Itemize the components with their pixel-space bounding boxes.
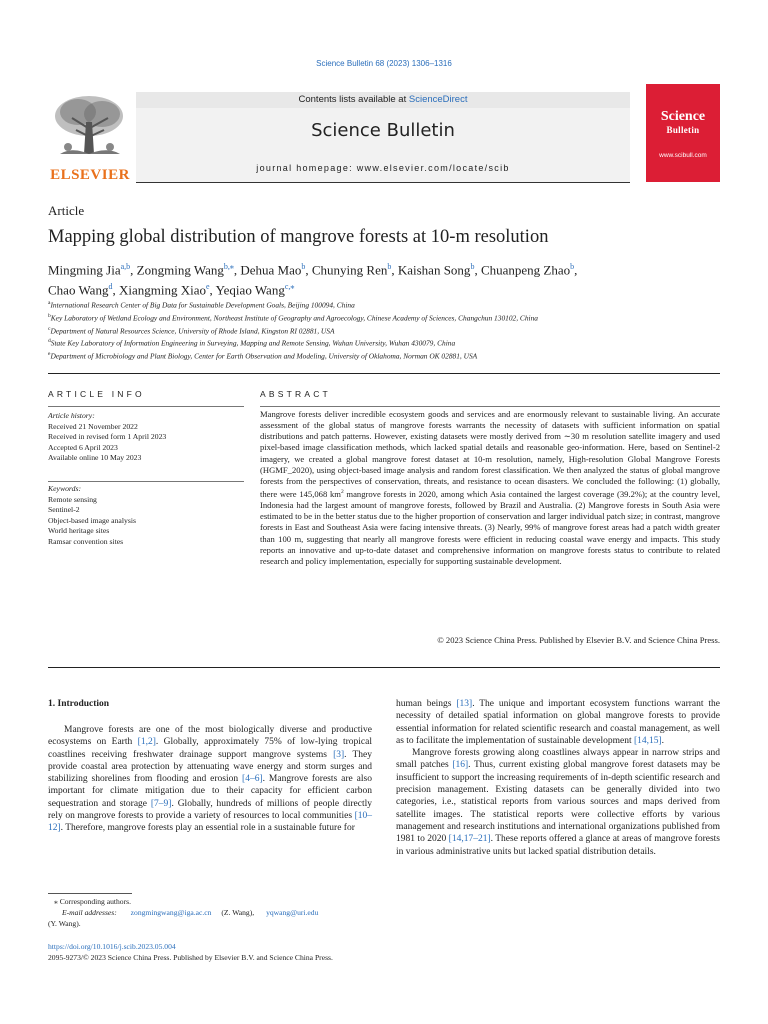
history-date: Received 21 November 2022 [48, 421, 138, 431]
abstract-part-1: Mangrove forests deliver incredible ecosystem goods and services and are enormously relevant to sustainable living. An accurate assessment of the global status of mangrove forests warrants the necessity of datasets with sufficient information on spatial distributions and patch patterns. However, existing datasets were mostly derived from ∼30 m resolution satellite imagery and used pixel-based image classification methods, which lacked spatial details and reasonable geo-information. Here, based on Sentinel-2 imagery, we created a global mangrove forest dataset at 10-m resolution, namely, High-resolution Global Mangrove Forests (HGMF_2020), using object-based image analysis and random forest classification. We then analyzed the status of global mangrove forests from the perspectives of conservation, threats, and resistance to ocean disasters. We concluded the following: (1) globally, there were 145,068 km [260, 409, 720, 499]
header-divider [48, 373, 720, 374]
paragraph-text: . These reports offered a glance at areas of mangrove forests in various administrative units but lacked spatial distribution details. [396, 834, 720, 857]
citation-ref-link[interactable]: [3] [333, 749, 345, 760]
issn-copyright-line: 2095-9273/© 2023 Science China Press. Published by Elsevier B.V. and Science China Press. [48, 953, 333, 962]
abstract-superscript: 2 [340, 489, 344, 496]
paragraph-text: . Thus, current existing global mangrove forest datasets may be insufficient to support the increasing requirements of in-depth scientific research and precision management. Existing datasets can be generally divided into two categories, i.e., statistical reports from various sources and maps derived from satellite images. The statistical reports were collective efforts by various management and research institutions and international organizations published from 1981 to 2020 [396, 760, 720, 845]
email-link-wang-y[interactable]: yqwang@uri.edu [266, 908, 319, 917]
contents-lists-line [136, 92, 630, 108]
author-separator: , [130, 262, 137, 278]
homepage-prefix: journal homepage: [256, 163, 357, 173]
intro-paragraph [48, 724, 372, 835]
keywords-label: Keywords: [48, 484, 82, 493]
history-date: Received in revised form 1 April 2023 [48, 432, 167, 441]
doi-link[interactable]: https://doi.org/10.1016/j.scib.2023.05.004 [48, 942, 176, 951]
author-separator: , [233, 262, 241, 278]
author-name: Chuanpeng Zhao [480, 262, 571, 278]
history-date: Accepted 6 April 2023 [48, 442, 118, 452]
paragraph-text: . [661, 735, 665, 746]
affiliation-mark: b [48, 312, 51, 319]
author-affiliation-mark[interactable]: e [205, 282, 210, 292]
paragraph-text: human beings [396, 699, 457, 709]
author-separator: , [112, 282, 119, 298]
keyword-item[interactable]: Ramsar convention sites [48, 536, 124, 546]
publisher-name: ELSEVIER [50, 167, 130, 183]
paragraph-text: . Mangrove forests are also important for climate mitigation due to their capacity for efficient carbon sequestration and storage [48, 774, 372, 809]
footnote-divider [48, 893, 132, 894]
article-info-divider [48, 406, 244, 407]
intro-paragraph [396, 698, 720, 747]
affiliation-text: Department of Natural Resources Science, University of Rhode Island, Kingston RI 02881, USA [50, 326, 335, 335]
keyword-item[interactable]: Object-based image analysis [48, 515, 136, 525]
author-name: Xiangming Xiao [118, 282, 206, 298]
author-name: Zongming Wang [136, 262, 224, 278]
affiliation-item [48, 336, 728, 349]
affiliation-item [48, 311, 728, 324]
email-owner-2: (Y. Wang). [48, 919, 81, 928]
author-affiliation-mark[interactable]: b [387, 262, 392, 271]
author-affiliation-mark[interactable]: d [108, 282, 113, 292]
affiliation-item [48, 298, 728, 311]
author-separator: , [305, 262, 312, 278]
paragraph-text: Mangrove forests growing along coastlines always appear in narrow strips and small patches [396, 748, 720, 771]
cover-brand-top: Science [660, 109, 706, 124]
paragraph-text: . Therefore, mangrove forests play an essential role in a sustainable future for [60, 823, 355, 834]
elsevier-logo [48, 88, 132, 184]
author-name: Mingming Jia [48, 262, 121, 278]
author-list [48, 258, 728, 299]
keywords-block [48, 484, 244, 547]
article-type: Article [48, 203, 85, 218]
abstract-copyright: © 2023 Science China Press. Published by Elsevier B.V. and Science China Press. [437, 635, 720, 645]
affiliation-mark: a [48, 300, 51, 306]
cover-brand-sub: Bulletin [666, 125, 700, 135]
abstract-part-2: mangrove forests in 2020, among which Asia contained the largest coverage (39.2%); at the country level, Indonesia had the largest amount of mangrove forests, followed by Brazil and Australia. (2) Mangrove forests in South Asia were estimated to be in the better status due to the higher proportion of conservation and larger individual patch size; in contrast, mangrove forests in East and Southeast Asia were facing intensive threats. (3) Nearly, 99% of mangrove forest areas had a patch width greater than 100 m, suggesting that nearly all mangrove forests were efficient in reducing coastal wave energy and impacts. This study reports an innovative and up-to-date dataset and comprehensive information on mangrove forests status to contribute to related research and policy implementation, especially for supporting sustainable development. [260, 488, 720, 566]
paragraph-text: Mangrove forests are one of the most biologically diverse and productive ecosystems on Earth [48, 725, 372, 748]
author-affiliation-mark[interactable]: a,b [120, 262, 131, 271]
author-affiliation-mark[interactable]: b [570, 262, 575, 271]
author-separator: , [391, 262, 398, 278]
history-label: Article history: [48, 411, 95, 420]
affiliation-text: Key Laboratory of Wetland Ecology and Environment, Northeast Institute of Geography and Agroecology, Chinese Academy of Sciences, Changchun 130102, China [50, 313, 538, 323]
citation-ref-link[interactable]: [4–6] [242, 774, 263, 785]
intro-right-column [396, 698, 720, 858]
journal-cover-thumbnail[interactable] [646, 84, 720, 182]
abstract-text [260, 409, 720, 567]
email-owner-1: (Z. Wang), [219, 908, 255, 917]
abstract-heading: ABSTRACT [260, 389, 331, 399]
paragraph-text: . The unique and important ecosystem functions warrant the necessity of detailed spatial information on global mangrove forests to provide essential information for related scientific research and coastal management, as well as to facilitate the implementation of sustainable development [396, 699, 720, 746]
corresponding-label: ⁎ Corresponding authors. [54, 897, 131, 906]
intro-left-column [48, 724, 372, 835]
author-name: Chunying Ren [311, 262, 388, 278]
paragraph-text: . They provide coastal area protection by attenuating wave energy and storm surges and stabilizing shorelines from flooding and erosion [48, 749, 372, 785]
affiliation-item [48, 324, 728, 337]
affiliation-mark: d [48, 338, 51, 345]
citation-ref-link[interactable]: [13] [456, 699, 473, 709]
author-separator: , [209, 282, 216, 298]
citation-ref-link[interactable]: [14,17–21] [448, 834, 491, 845]
affiliation-mark: e [48, 351, 51, 358]
email-label: E-mail addresses: [62, 908, 117, 917]
introduction-heading: 1. Introduction [48, 699, 110, 709]
journal-title: Science Bulletin [136, 108, 630, 160]
citation-ref-link[interactable]: [16] [452, 760, 469, 771]
affiliation-mark: c [48, 325, 51, 332]
author-name: Yeqiao Wang [215, 282, 285, 298]
intro-paragraph [396, 747, 720, 858]
cover-brand [646, 110, 720, 137]
affiliation-text: State Key Laboratory of Information Engineering in Surveying, Mapping and Remote Sensing, Wuhan University, Wuhan 430079, China [50, 338, 456, 348]
history-date: Available online 10 May 2023 [48, 453, 142, 462]
affiliation-list [48, 298, 728, 362]
journal-homepage-line [136, 160, 630, 182]
article-history [48, 411, 244, 464]
author-separator: , [474, 262, 481, 278]
keyword-item[interactable]: Sentinel-2 [48, 505, 80, 514]
author-name: Kaishan Song [397, 262, 471, 278]
keyword-item[interactable]: Remote sensing [48, 494, 97, 504]
abstract-bottom-divider [48, 667, 720, 668]
article-title: Mapping global distribution of mangrove forests at 10-m resolution [48, 227, 549, 247]
author-name: Chao Wang [48, 282, 109, 298]
corresponding-author-footnote [48, 896, 378, 929]
sciencedirect-link[interactable]: ScienceDirect [408, 94, 468, 105]
keyword-item[interactable]: World heritage sites [48, 526, 110, 535]
citation-ref-link[interactable]: [1,2] [137, 737, 156, 748]
journal-masthead [136, 92, 630, 183]
author-affiliation-mark[interactable]: b [470, 262, 475, 271]
email-link-wang-z[interactable]: zongmingwang@iga.ac.cn [130, 908, 212, 917]
affiliation-text: International Research Center of Big Data for Sustainable Development Goals, Beijing 100094, China [50, 300, 355, 310]
homepage-url-link[interactable]: www.elsevier.com/locate/scib [356, 163, 510, 173]
keywords-divider [48, 481, 244, 482]
author-name: Dehua Mao [240, 262, 302, 278]
author-affiliation-mark[interactable]: b [301, 262, 306, 271]
paragraph-text: . Globally, approximately 75% of low-lying tropical coastlines receiving freshwater drainage support mangrove systems [48, 737, 372, 760]
elsevier-tree-icon [50, 92, 128, 162]
author-affiliation-mark[interactable]: c,⁎ [284, 282, 295, 292]
citation-ref-link[interactable]: [10–12] [48, 811, 372, 834]
affiliation-text: Department of Microbiology and Plant Biology, Center for Earth Observation and Modeling, University of Oklahoma, Norman OK 02881, USA [50, 351, 478, 361]
abstract-divider [260, 406, 720, 407]
affiliation-item [48, 349, 728, 362]
contents-prefix: Contents lists available at [298, 94, 409, 105]
journal-citation-link[interactable]: Science Bulletin 68 (2023) 1306–1316 [316, 59, 452, 68]
author-separator: , [574, 262, 578, 278]
author-affiliation-mark[interactable]: b,⁎ [223, 262, 234, 271]
cover-url: www.scibull.com [659, 152, 707, 159]
journal-header [48, 80, 720, 182]
citation-ref-link[interactable]: [7–9] [150, 798, 172, 809]
article-info-heading: ARTICLE INFO [48, 389, 145, 399]
citation-ref-link[interactable]: [14,15] [633, 735, 662, 746]
paragraph-text: . Globally, hundreds of millions of people directly rely on mangrove forests to provide a variety of resources to local communities [48, 798, 373, 822]
